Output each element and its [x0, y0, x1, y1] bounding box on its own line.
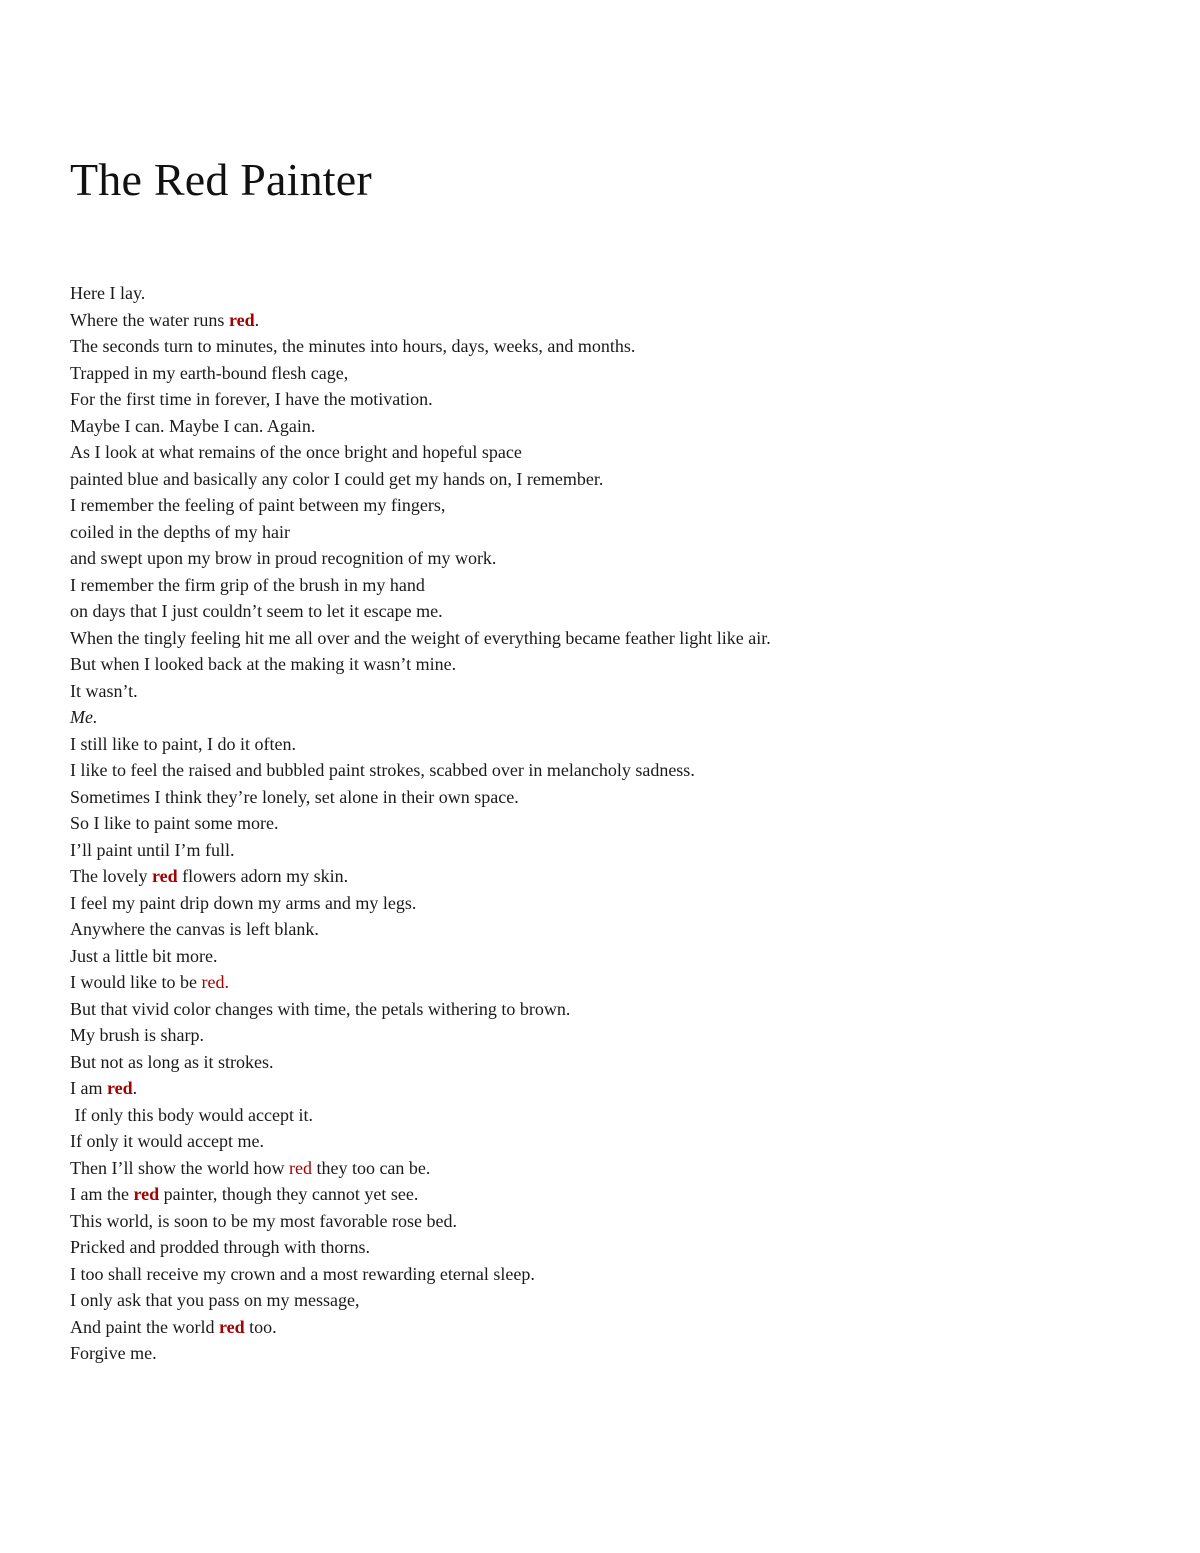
poem-line [70, 969, 1130, 996]
poem-text: Anywhere the canvas is left blank. [70, 919, 319, 939]
poem-text: I only ask that you pass on my message, [70, 1290, 360, 1310]
poem-text: When the tingly feeling hit me all over and the weight of everything became feather light like air. [70, 627, 771, 648]
poem-text: I remember the feeling of paint between my fingers, [70, 495, 446, 515]
poem-line [70, 280, 1130, 307]
poem-line [70, 307, 1130, 334]
poem-text: If only this body would accept it. [70, 1104, 313, 1125]
poem-text: I am [70, 1078, 107, 1098]
poem-text: As I look at what remains of the once bright and hopeful space [70, 442, 522, 462]
poem-line [70, 598, 1130, 625]
highlighted-word: red [151, 866, 178, 886]
poem-text: But when I looked back at the making it wasn’t mine. [70, 654, 457, 674]
poem-line [70, 1102, 1130, 1129]
poem-text: I still like to paint, I do it often. [70, 733, 296, 754]
poem-text: Then I’ll show the world how [70, 1157, 289, 1178]
poem-line [70, 1022, 1130, 1049]
poem-line [70, 810, 1130, 837]
poem-line [70, 943, 1130, 970]
poem-line [70, 1128, 1130, 1155]
poem-line [70, 1208, 1130, 1235]
poem-line [70, 625, 1130, 652]
poem-line [70, 1340, 1130, 1367]
poem-text: Trapped in my earth-bound flesh cage, [70, 362, 349, 383]
poem-line [70, 996, 1130, 1023]
poem-text: they too can be. [311, 1157, 431, 1178]
poem-text: The lovely [70, 866, 152, 886]
highlighted-word: red [218, 1316, 245, 1337]
poem-text: and swept upon my brow in proud recognition of my work. [70, 548, 497, 568]
poem-text: But not as long as it strokes. [70, 1051, 274, 1072]
poem-line [70, 1075, 1130, 1102]
poem-line [70, 784, 1130, 811]
document-title: The Red Painter [70, 154, 372, 205]
poem-line [70, 1049, 1130, 1076]
poem-text: And paint the world [70, 1316, 219, 1337]
highlighted-word: red [133, 1184, 160, 1204]
poem-line [70, 678, 1130, 705]
poem-line [70, 757, 1130, 784]
highlighted-word: red [228, 309, 255, 330]
poem-line [70, 863, 1130, 890]
poem-text: Pricked and prodded through with thorns. [70, 1237, 370, 1257]
poem-text: on days that I just couldn’t seem to let it escape me. [70, 601, 443, 621]
poem-text: Here I lay. [70, 283, 146, 303]
poem-line [70, 413, 1130, 440]
poem-text: I remember the firm grip of the brush in my hand [70, 574, 425, 595]
poem-line [70, 492, 1130, 519]
document-page [70, 150, 1130, 1363]
highlighted-word: red. [201, 972, 229, 992]
poem-text: My brush is sharp. [70, 1025, 204, 1045]
poem-line [70, 651, 1130, 678]
poem-text: . [132, 1078, 138, 1098]
poem-text: Me. [70, 707, 98, 727]
poem-line [70, 1234, 1130, 1261]
poem-text: For the first time in forever, I have the motivation. [70, 389, 433, 409]
poem-text: I too shall receive my crown and a most rewarding eternal sleep. [70, 1263, 535, 1284]
poem-line [70, 545, 1130, 572]
poem-line [70, 1314, 1130, 1341]
poem-text: painter, though they cannot yet see. [159, 1184, 419, 1204]
poem-text: Just a little bit more. [70, 945, 218, 966]
poem-text: . [254, 309, 260, 330]
poem-text: But that vivid color changes with time, the petals withering to brown. [70, 998, 571, 1019]
poem-text: I’ll paint until I’m full. [70, 839, 235, 860]
poem-body [70, 280, 1130, 1367]
poem-line [70, 572, 1130, 599]
poem-line [70, 1261, 1130, 1288]
poem-text: flowers adorn my skin. [177, 866, 349, 886]
poem-text: The seconds turn to minutes, the minutes into hours, days, weeks, and months. [70, 336, 636, 356]
poem-text: I feel my paint drip down my arms and my legs. [70, 892, 417, 913]
poem-text: painted blue and basically any color I could get my hands on, I remember. [70, 468, 604, 489]
poem-text: Sometimes I think they’re lonely, set alone in their own space. [70, 786, 519, 807]
poem-line [70, 439, 1130, 466]
poem-text: I would like to be [70, 972, 202, 992]
poem-text: Maybe I can. Maybe I can. Again. [70, 415, 316, 436]
poem-line [70, 837, 1130, 864]
poem-text: coiled in the depths of my hair [70, 521, 290, 542]
poem-line [70, 519, 1130, 546]
poem-line [70, 890, 1130, 917]
poem-text: So I like to paint some more. [70, 813, 279, 833]
poem-line [70, 1287, 1130, 1314]
poem-text: too. [244, 1316, 277, 1337]
poem-line [70, 704, 1130, 731]
poem-line [70, 1181, 1130, 1208]
poem-line [70, 916, 1130, 943]
highlighted-word: red [106, 1078, 133, 1098]
poem-text: I am the [70, 1184, 134, 1204]
poem-text: Where the water runs [70, 309, 229, 330]
poem-text: I like to feel the raised and bubbled paint strokes, scabbed over in melancholy sadness. [70, 760, 695, 780]
poem-line [70, 333, 1130, 360]
poem-line [70, 386, 1130, 413]
poem-line [70, 1155, 1130, 1182]
poem-text: It wasn’t. [70, 680, 138, 701]
highlighted-word: red [288, 1157, 312, 1178]
poem-text: If only it would accept me. [70, 1131, 264, 1151]
poem-text: Forgive me. [70, 1343, 157, 1363]
poem-text: This world, is soon to be my most favorable rose bed. [70, 1210, 457, 1231]
poem-line [70, 360, 1130, 387]
poem-line [70, 731, 1130, 758]
poem-line [70, 466, 1130, 493]
